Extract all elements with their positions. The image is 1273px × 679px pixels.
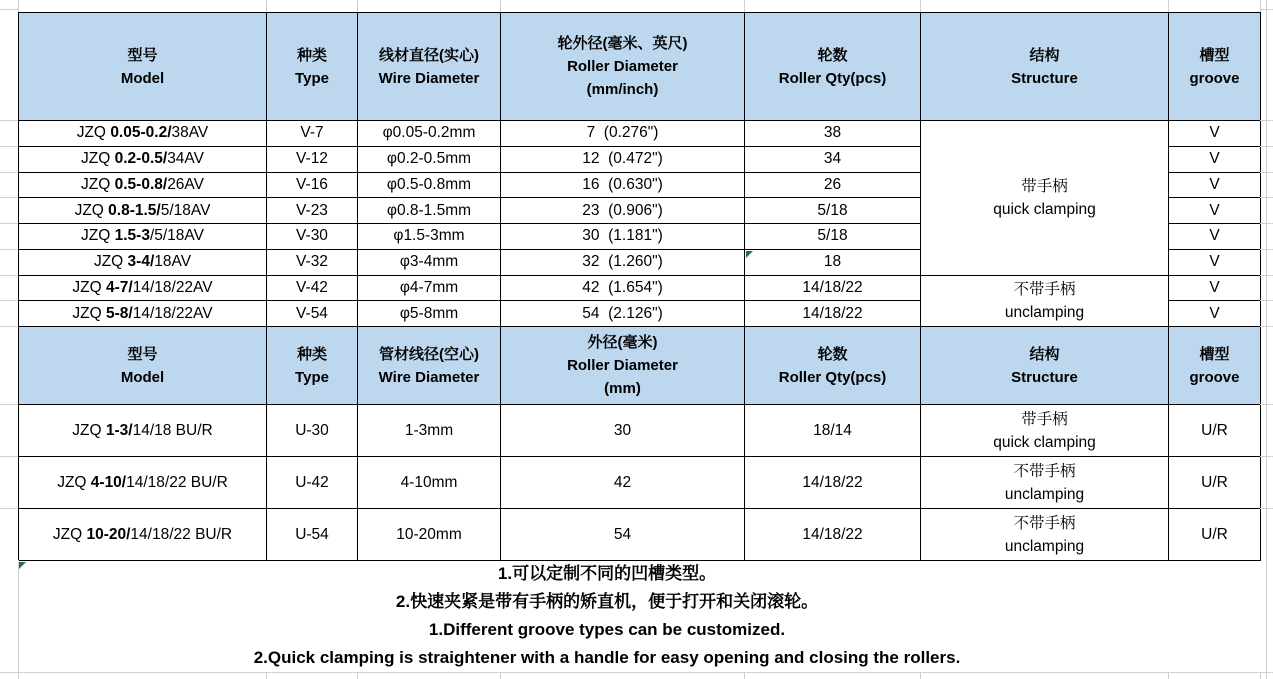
cell-structure[interactable]	[921, 509, 1169, 561]
column-header[interactable]	[1169, 13, 1261, 121]
roller-qty-value: 38	[823, 124, 842, 142]
cell-model[interactable]	[19, 146, 267, 172]
column-header-label: 槽型	[1199, 46, 1230, 64]
cell-groove[interactable]: V	[1169, 224, 1261, 250]
model-bold: 1.5-3	[114, 227, 150, 245]
cell-structure[interactable]	[921, 121, 1169, 276]
cell-roller-qty[interactable]	[745, 224, 921, 250]
column-header[interactable]	[19, 13, 267, 121]
table-row	[19, 509, 1261, 561]
cell-model[interactable]	[19, 172, 267, 198]
cell-groove[interactable]: V	[1169, 301, 1261, 327]
cell-type[interactable]: V-42	[267, 275, 358, 301]
column-header-label: (mm/inch)	[586, 81, 659, 98]
cell-wire-diameter[interactable]: φ3-4mm	[358, 249, 501, 275]
column-header[interactable]	[745, 327, 921, 405]
gridline	[744, 672, 745, 679]
table-row	[19, 457, 1261, 509]
structure-label: quick clamping	[993, 200, 1096, 218]
cell-model[interactable]	[19, 509, 267, 561]
model-prefix: JZQ	[72, 278, 106, 296]
column-header[interactable]	[358, 13, 501, 121]
model-prefix: JZQ	[81, 150, 115, 168]
column-header-label: Roller Diameter	[567, 58, 678, 75]
gridline	[500, 0, 501, 12]
cell-type[interactable]: U-42	[267, 457, 358, 509]
cell-structure[interactable]	[921, 275, 1169, 327]
column-header-label: 外径(毫米)	[587, 334, 658, 351]
cell-structure[interactable]	[921, 457, 1169, 509]
column-header-label: groove	[1189, 69, 1240, 87]
gridline	[0, 249, 18, 250]
model-suffix: 14/18/22 BU/R	[130, 525, 233, 543]
structure-label: 不带手柄	[1013, 280, 1076, 298]
roller-qty-value: 5/18	[817, 201, 848, 219]
roller-qty-value: 18	[823, 253, 842, 271]
cell-wire-diameter[interactable]: φ1.5-3mm	[358, 224, 501, 250]
gridline	[357, 672, 358, 679]
structure-label: unclamping	[1004, 303, 1085, 321]
structure-label: unclamping	[1004, 537, 1085, 555]
table-row	[19, 275, 1261, 301]
roller-qty-value: 14/18/22	[802, 304, 863, 322]
column-header-label: Type	[295, 69, 329, 87]
cell-roller-qty[interactable]	[745, 198, 921, 224]
column-header[interactable]	[501, 327, 745, 405]
gridline	[0, 197, 18, 198]
column-header[interactable]	[921, 13, 1169, 121]
gridline	[920, 672, 921, 679]
gridline	[744, 0, 745, 12]
cell-structure[interactable]	[921, 405, 1169, 457]
column-header-label: 管材线径(空心)	[379, 345, 479, 363]
cell-roller-diameter[interactable]: 16 (0.630")	[501, 172, 745, 198]
model-bold: 1-3/	[105, 421, 133, 439]
cell-wire-diameter[interactable]: φ0.5-0.8mm	[358, 172, 501, 198]
cell-roller-diameter[interactable]: 42 (1.654")	[501, 275, 745, 301]
gridline	[500, 672, 501, 679]
column-header-label: Structure	[1011, 368, 1078, 386]
cell-type[interactable]: V-7	[267, 121, 358, 147]
structure-label: unclamping	[1004, 485, 1085, 503]
cell-wire-diameter[interactable]: φ4-7mm	[358, 275, 501, 301]
column-header-label: (mm)	[604, 380, 641, 397]
cell-groove[interactable]: V	[1169, 275, 1261, 301]
model-suffix: 14/18/22 BU/R	[126, 473, 228, 491]
model-bold: 0.05-0.2/	[110, 124, 172, 142]
cell-model[interactable]	[19, 301, 267, 327]
model-suffix: 18AV	[154, 253, 192, 271]
model-prefix: JZQ	[81, 227, 115, 245]
model-prefix: JZQ	[72, 304, 106, 322]
cell-roller-qty[interactable]	[745, 301, 921, 327]
note-line[interactable]: 1.Different groove types can be customized.	[428, 620, 786, 639]
model-suffix: 34AV	[167, 150, 204, 168]
roller-qty-value: 14/18/22	[802, 278, 863, 296]
gridline	[0, 120, 18, 121]
cell-type[interactable]: V-30	[267, 224, 358, 250]
model-bold: 0.8-1.5/	[108, 201, 161, 219]
cell-groove[interactable]: V	[1169, 198, 1261, 224]
column-header-label: 种类	[296, 345, 327, 363]
gridline	[0, 300, 18, 301]
cell-roller-diameter[interactable]: 32 (1.260")	[501, 249, 745, 275]
gridline	[0, 326, 18, 327]
cell-wire-diameter[interactable]: 4-10mm	[358, 457, 501, 509]
cell-roller-qty[interactable]: 14/18/22	[745, 457, 921, 509]
model-bold: 3-4/	[127, 253, 155, 271]
cell-roller-qty[interactable]: 18/14	[745, 405, 921, 457]
model-prefix: JZQ	[76, 124, 111, 142]
column-header-label: 型号	[127, 345, 158, 363]
spec-table	[18, 12, 1261, 561]
column-header-label: 结构	[1029, 345, 1060, 363]
model-prefix: JZQ	[93, 253, 128, 271]
cell-groove[interactable]: V	[1169, 146, 1261, 172]
cell-roller-diameter[interactable]: 12 (0.472")	[501, 146, 745, 172]
header-row	[19, 327, 1261, 405]
model-suffix: 38AV	[171, 124, 209, 142]
cell-roller-diameter[interactable]: 7 (0.276")	[501, 121, 745, 147]
cell-roller-qty[interactable]	[745, 146, 921, 172]
comment-marker-icon	[18, 561, 26, 569]
column-header[interactable]	[921, 327, 1169, 405]
column-header-label: Roller Qty(pcs)	[778, 368, 887, 386]
cell-model[interactable]	[19, 198, 267, 224]
column-header-label: 型号	[127, 46, 158, 64]
gridline	[0, 672, 1273, 673]
model-prefix: JZQ	[81, 175, 115, 193]
roller-qty-value: 34	[823, 150, 842, 168]
gridline	[1260, 672, 1261, 679]
cell-wire-diameter[interactable]: φ0.2-0.5mm	[358, 146, 501, 172]
column-header[interactable]	[501, 13, 745, 121]
model-suffix: 26AV	[167, 175, 204, 193]
note-line[interactable]: 2.Quick clamping is straightener with a handle for easy opening and closing the rollers.	[253, 648, 961, 667]
table-row	[19, 121, 1261, 147]
cell-groove[interactable]: V	[1169, 121, 1261, 147]
cell-type[interactable]: V-23	[267, 198, 358, 224]
roller-qty-value: 5/18	[817, 227, 848, 245]
cell-model[interactable]	[19, 249, 267, 275]
gridline	[0, 275, 18, 276]
column-header-label: 槽型	[1199, 345, 1230, 363]
column-header[interactable]	[267, 13, 358, 121]
gridline	[0, 146, 18, 147]
cell-wire-diameter[interactable]: 10-20mm	[358, 509, 501, 561]
note-line[interactable]: 1.可以定制不同的凹槽类型。	[497, 564, 717, 583]
cell-groove[interactable]: U/R	[1169, 405, 1261, 457]
model-bold: 0.2-0.5/	[114, 150, 168, 168]
gridline	[1266, 0, 1267, 679]
model-bold: 5-8/	[106, 304, 133, 322]
column-header-label: Wire Diameter	[378, 368, 480, 386]
column-header-label: 线材直径(实心)	[379, 46, 479, 64]
cell-roller-qty[interactable]	[745, 172, 921, 198]
cell-model[interactable]	[19, 275, 267, 301]
model-bold: 4-7/	[106, 278, 133, 296]
model-bold: 10-20/	[86, 525, 131, 543]
model-prefix: JZQ	[52, 525, 87, 543]
roller-qty-value: 26	[823, 175, 842, 193]
cell-model[interactable]	[19, 457, 267, 509]
cell-roller-diameter[interactable]: 54	[501, 509, 745, 561]
cell-groove[interactable]: U/R	[1169, 509, 1261, 561]
cell-roller-diameter[interactable]: 23 (0.906")	[501, 198, 745, 224]
cell-type[interactable]: U-30	[267, 405, 358, 457]
structure-label: 带手柄	[1021, 410, 1068, 428]
gridline	[266, 0, 267, 12]
cell-type[interactable]: V-16	[267, 172, 358, 198]
column-header-label: 轮外径(毫米、英尺)	[557, 35, 688, 52]
column-header-label: groove	[1189, 368, 1240, 386]
cell-groove[interactable]: V	[1169, 249, 1261, 275]
cell-wire-diameter[interactable]: φ0.05-0.2mm	[358, 121, 501, 147]
model-suffix: 5/18AV	[160, 201, 211, 219]
gridline	[18, 560, 19, 679]
model-bold: 0.5-0.8/	[114, 175, 168, 193]
model-bold: 4-10/	[90, 473, 127, 491]
column-header-label: Structure	[1011, 69, 1078, 87]
column-header[interactable]	[745, 13, 921, 121]
cell-model[interactable]	[19, 405, 267, 457]
structure-label: quick clamping	[993, 433, 1096, 451]
gridline	[1168, 672, 1169, 679]
gridline	[357, 0, 358, 12]
model-prefix: JZQ	[72, 421, 106, 439]
cell-wire-diameter[interactable]: φ0.8-1.5mm	[358, 198, 501, 224]
gridline	[1260, 0, 1261, 12]
column-header[interactable]	[19, 327, 267, 405]
cell-roller-diameter[interactable]: 30 (1.181")	[501, 224, 745, 250]
model-suffix: /5/18AV	[149, 227, 204, 245]
column-header-label: Type	[295, 368, 329, 386]
cell-type[interactable]: V-32	[267, 249, 358, 275]
column-header-label: Wire Diameter	[378, 69, 480, 87]
cell-model[interactable]	[19, 224, 267, 250]
gridline	[18, 0, 19, 12]
column-header-label: 轮数	[817, 345, 848, 363]
gridline	[0, 508, 18, 509]
cell-type[interactable]: V-54	[267, 301, 358, 327]
column-header-label: Model	[120, 368, 165, 386]
model-prefix: JZQ	[57, 473, 91, 491]
model-suffix: 14/18/22AV	[132, 304, 213, 322]
column-header-label: Roller Qty(pcs)	[778, 69, 887, 87]
gridline	[0, 9, 18, 10]
cell-roller-qty[interactable]	[745, 275, 921, 301]
column-header-label: Roller Diameter	[567, 357, 678, 374]
column-header-label: 种类	[296, 46, 327, 64]
cell-type[interactable]: U-54	[267, 509, 358, 561]
model-suffix: 14/18/22AV	[132, 278, 213, 296]
column-header-label: 结构	[1029, 46, 1060, 64]
column-header-label: 轮数	[817, 46, 848, 64]
cell-roller-qty[interactable]	[745, 249, 921, 275]
cell-roller-diameter[interactable]: 30	[501, 405, 745, 457]
cell-roller-qty[interactable]	[745, 121, 921, 147]
cell-roller-diameter[interactable]: 54 (2.126")	[501, 301, 745, 327]
header-row	[19, 13, 1261, 121]
gridline	[0, 172, 18, 173]
table-row	[19, 405, 1261, 457]
gridline	[0, 456, 18, 457]
structure-label: 带手柄	[1021, 177, 1068, 195]
column-header[interactable]	[267, 327, 358, 405]
model-suffix: 14/18 BU/R	[132, 421, 213, 439]
cell-type[interactable]: V-12	[267, 146, 358, 172]
gridline	[266, 672, 267, 679]
column-header[interactable]	[358, 327, 501, 405]
cell-model[interactable]	[19, 121, 267, 147]
model-prefix: JZQ	[74, 201, 109, 219]
cell-roller-diameter[interactable]: 42	[501, 457, 745, 509]
gridline	[0, 404, 18, 405]
cell-groove[interactable]: V	[1169, 172, 1261, 198]
note-line[interactable]: 2.快速夹紧是带有手柄的矫直机，便于打开和关闭滚轮。	[395, 592, 819, 611]
cell-groove[interactable]: U/R	[1169, 457, 1261, 509]
gridline	[920, 0, 921, 12]
structure-label: 不带手柄	[1013, 514, 1076, 532]
comment-marker-icon	[746, 251, 753, 258]
cell-wire-diameter[interactable]: φ5-8mm	[358, 301, 501, 327]
column-header-label: Model	[120, 69, 165, 87]
gridline	[0, 223, 18, 224]
column-header[interactable]	[1169, 327, 1261, 405]
cell-roller-qty[interactable]: 14/18/22	[745, 509, 921, 561]
gridline	[1168, 0, 1169, 12]
cell-wire-diameter[interactable]: 1-3mm	[358, 405, 501, 457]
footer-notes	[18, 560, 1196, 672]
structure-label: 不带手柄	[1013, 462, 1076, 480]
